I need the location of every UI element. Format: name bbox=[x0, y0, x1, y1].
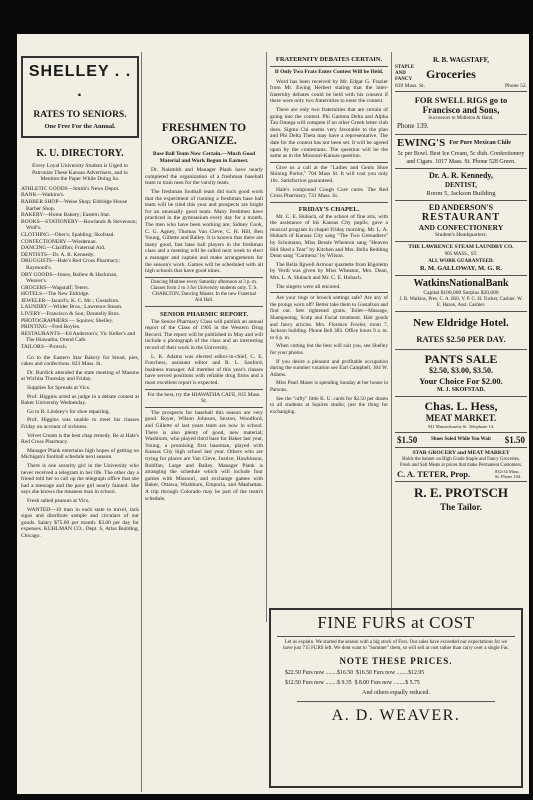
directory-entry: DRUGGISTS—Hale's Red Cross Pharmacy; Raymond's. bbox=[21, 258, 120, 271]
article-paragraph: Mr. C. E. Hubach, of the school of fine arts, with the assistance of his Kansas City pupils, gave a musical program in chapel Friday morning. Mr. L. A. Hubach of Kansas City sang "The Two Grenadiers" by Schumann, Miss Bessie Whenton sang "Heaven Hid Shed a Tear" by Kitchen and Mrs. Bella Redding Dean sang "Carmena" by Wilson. bbox=[270, 213, 388, 260]
article-paragraph: The freshman football team did such good work that the experiment of running a freshman base ball team will be tried this year and prospects are bright for an unusually good team. Many freshmen have practiced in the gymnasium every day for a month. The men who have been working are; Sidney Cook, C. G. Agney, Thomas Van Cleve, C. H. Hill, Ben Young, Gillette and Bailey. It is known that there are many good, fast base ball players in the freshman class and a meeting will be called next week to elect a manager and captain and make arrangements for the season's work. Games will be scheduled with all high schools that have good nines. bbox=[145, 188, 263, 275]
anderson-sub: Student's Headquarters. bbox=[434, 232, 487, 238]
furs-title: FINE FURS at COST bbox=[317, 613, 475, 632]
hotel-rates: RATES $2.50 PER DAY. bbox=[416, 334, 506, 344]
directory-entry: HOTELS—The New Eldridge. bbox=[21, 291, 90, 298]
newspaper-page bbox=[17, 34, 529, 794]
bank-capital: Capital $100,000 Surplus $20,000 bbox=[423, 290, 499, 296]
laundry-addr: 905 MASS., ST. bbox=[444, 252, 478, 257]
shelley-title: SHELLEY . . . bbox=[28, 63, 132, 100]
chapel-article bbox=[270, 214, 388, 291]
column-3 bbox=[270, 34, 388, 604]
local-note: When cutting but the best will suit you, see Shelley for your photos. bbox=[270, 343, 388, 356]
article-paragraph: The Bella Ilgwell Armour quartette from Rigoletto by Verdi was given by Miss Wheaton, Mrs. Dean, Mrs. L. A. Hubach and Mr. C. E. Hubach. bbox=[270, 261, 388, 282]
col3-ads bbox=[270, 165, 388, 200]
article-paragraph: There are only two fraternities that are certain of going into the contest. Phi Gamma Delta and Alpha Tau Omega will compete if no other Greek letter club does. Sigma Chi seems very favorable to the plan and Phi Delta Theta may have a representative. The date for the contest has not been set. It will be agreed upon by the contestants. The question will be the same as in the Missouri-Kansas question. bbox=[270, 106, 388, 160]
col3-notices bbox=[270, 295, 388, 415]
local-note: Velvet Cream is the best chap remedy. Be at Hale's Red Cross Pharmacy. bbox=[21, 432, 139, 446]
hess-name: Chas. L. Hess, bbox=[424, 399, 498, 413]
anderson-conf: AND CONFECTIONERY bbox=[418, 223, 504, 232]
francisco-line1: FOR SWELL RIGS go to bbox=[414, 95, 508, 105]
star-owner: C. A. TETER, Prop. bbox=[397, 468, 471, 479]
fraternity-article bbox=[270, 79, 388, 160]
column-1 bbox=[21, 34, 139, 794]
pants-choice: Your Choice For $2.00. bbox=[419, 376, 503, 386]
local-note: Fresh salted peanuts at Vics. bbox=[27, 497, 90, 504]
column-rule bbox=[266, 52, 267, 622]
francisco-ad bbox=[395, 92, 527, 135]
francisco-line2: Francisco and Sons, bbox=[422, 105, 500, 115]
bank-name: WatkinsNationalBank bbox=[413, 278, 509, 289]
article-paragraph: Word has been received by Mr. Edgar G. Frazier from Mr. Ewing Herbert stating that the inter-fraternity debates could be held with his consent if there were only two fraternities to enter the contest. bbox=[270, 78, 388, 105]
local-note: See the "nifty" little K. U. cards for $2.50 per dozen to all students at Squires studio; just the thing for exchanging. bbox=[270, 395, 388, 415]
anderson-rest: RESTAURANT bbox=[421, 212, 501, 223]
senior-title: SENIOR PHARMIC REPORT. bbox=[160, 310, 248, 318]
headline-freshmen: FRESHMEN TO ORGANIZE. bbox=[161, 122, 247, 147]
star-title: STAR GROCERY and MEAT MARKET bbox=[412, 450, 510, 456]
furs-prices bbox=[285, 669, 507, 687]
anderson-ad bbox=[395, 201, 527, 242]
local-note: WANTED—10 men in each state to travel, tack signs and distribute sample and circulars of our goods. Salary $75.00 per month. $3.00 per day for expenses. KUHLMAN CO., Dept. S, Atlas Building, Chicago. bbox=[21, 506, 139, 539]
bank-officers: J. B. Watkins, Pres. C. A. Hill, V. P. C. H. Tucker, Cashier. W. E. Hazen, Asst. Cashier. bbox=[399, 297, 523, 308]
directory-entry: GROCERS—Wagstaff; Teters. bbox=[21, 284, 90, 291]
furs-merchant: A. D. WEAVER. bbox=[331, 706, 461, 724]
baseball-article bbox=[145, 410, 263, 502]
article-paragraph: The Senior Pharmacy Class will publish an annual report of the Class of 1905 in the Western Drug Record. The report will be published in May and will include a photograph of the class and an interesting record of their work in the University. bbox=[145, 318, 263, 352]
local-note: Go to R. Lindsey's for shoe repairing. bbox=[27, 408, 110, 415]
wagstaff-staple: STAPLE AND FANCY bbox=[395, 65, 415, 82]
shelley-rates: RATES TO SENIORS. bbox=[33, 110, 127, 120]
directory-entry: LIVERY—Francisco & Son; Donnelly Bros. bbox=[21, 311, 120, 318]
laundry-guarantee: ALL WORK GUARANTEED. bbox=[428, 259, 494, 264]
directory-entry: LAUNDRY—Wilder Bros.; Lawrence Steam. bbox=[21, 304, 123, 311]
kennedy-name: Dr. A. R. Kennedy, bbox=[429, 171, 493, 180]
pants-owner: M. J. SKOFSTAD. bbox=[436, 387, 486, 393]
local-note: Go to the Eastern Star Bakery for bread, pies, cakes and confections. 823 Mass. St. bbox=[21, 354, 139, 368]
directory-title: K. U. DIRECTORY. bbox=[36, 148, 124, 159]
local-ad: Give us a call at the "Ladies and Gents Shoe Shining Parlor," 704 Mass St. It will cost you only 10c. Satisfaction guaranteed. bbox=[270, 164, 388, 184]
local-note: Dr. Burdick attended the state meeting of Masons at Wichita Thursday and Friday. bbox=[21, 369, 139, 383]
shoes-price-2: $1.50 bbox=[504, 435, 525, 445]
anderson-name: ED ANDERSON'S bbox=[428, 203, 494, 212]
shelley-ad bbox=[21, 56, 139, 138]
directory-entry: JEWELER—Jacard's; K. C. Mc.; Gustafson. bbox=[21, 297, 120, 304]
local-note: Manager Plank entertains high hopes of getting on Michigan's football schedule next season. bbox=[21, 447, 139, 461]
local-note: Supplies for Spreads at Vics. bbox=[27, 385, 91, 391]
francisco-line3: Successors to Midleton & Hand. bbox=[428, 116, 494, 121]
star-grocery-ad bbox=[395, 448, 527, 482]
article-paragraph: L. K. Adams was elected editor-in-chief, C. E. Funchess, assistant editor and R. L. Sanford, business manager. All member of this year's classes have served positions with reliable drug firms and a most excellent report is expected. bbox=[145, 353, 263, 387]
directory-entry: CLOTHING—Ober's; Spalding; Skofstad. bbox=[21, 231, 115, 238]
directory-entry: DENTISTS—Dr. A. R. Kennedy. bbox=[21, 251, 95, 258]
protsch-ad bbox=[395, 482, 527, 516]
hess-ad bbox=[395, 397, 527, 433]
shoes-price-1: $1.50 bbox=[397, 435, 418, 445]
furs-note: NOTE THESE PRICES. bbox=[339, 655, 453, 666]
ewing-sub: For Pure Mexican Chile bbox=[449, 140, 511, 146]
laundry-title: THE LAWRENCE STEAM LAUNDRY CO. bbox=[408, 244, 514, 250]
protsch-name: R. E. PROTSCH bbox=[414, 484, 508, 500]
ewing-ad bbox=[395, 135, 527, 169]
senior-article bbox=[145, 319, 263, 387]
column-4 bbox=[395, 34, 527, 604]
directory-entry: RESTAURANTS—Ed Anderson's; Vic Keller's and The Hiawatha; Orend Cafe. bbox=[21, 330, 136, 344]
column-2 bbox=[145, 34, 263, 794]
shoes-ad bbox=[395, 433, 527, 448]
kennedy-room: Room 5, Jackson Building bbox=[426, 190, 496, 197]
directory-entry: BARBER SHOP—Weise Shop; Eldridge House Barber Shop. bbox=[21, 198, 128, 212]
star-text: Holds the banner on High Grade Staple and Fancy Groceries. Fresh and Salt Meats at prices that make Permanent Customers. bbox=[399, 457, 523, 468]
protsch-title: The Tailor. bbox=[440, 501, 482, 512]
column-rule bbox=[391, 52, 392, 622]
fraternity-deck: If Only Two Frats Enter Contest Will be Held. bbox=[274, 69, 384, 75]
dancing-notice: Dancing Matinee every Saturday afternoon at 3 p. m. Classes from 2 to 3 for University students only. T. S. CHARLTON, Dancing Master. In the new Fraternal Aid Hall. bbox=[150, 279, 258, 303]
directory-entry: ATHLETIC GOODS—Smith's News Depot. bbox=[21, 185, 120, 192]
price-line: $12.50 Furs now ........$ 9.35 $ 8.00 Furs now ........$ 5.75 bbox=[285, 679, 420, 686]
column-rule bbox=[141, 52, 142, 792]
shoes-title: Shoes Soled While You Wait bbox=[431, 437, 491, 442]
wagstaff-name: R. B. WAGSTAFF, bbox=[432, 56, 490, 64]
directory-list bbox=[21, 186, 139, 351]
directory-entry: BOOKS—STATIONERY—Rowlands & Stevenson; Wolf's. bbox=[21, 218, 137, 232]
hotel-ad bbox=[395, 312, 527, 350]
article-paragraph: The prospects for baseball this season are very good. Royer, Wilson Johnson, Sexton, Woodford, and Gillette of last years team are now in school. There is also plenty of good, new material; Washburn, who played third base for Baker last year, Young, a promising first baseman, played with Kansas City high school last year. Others who are trying for places are Van Cleve, Justice, Hawkinson, Rohlfan, Large and Bailey. Manager Plank is arranging the schedule which will include four games with Missouri, and exchange games with Baker, Ottawa, Washburn, Emporia, and Manhattan. A trip through Colorado may be part of the team's schedule. bbox=[145, 409, 263, 502]
furs-others: And others equally reduced. bbox=[362, 689, 430, 696]
wagstaff-phone: Phone 52. bbox=[505, 83, 527, 89]
star-addr: 832-34 Mass. St. Phone 104. bbox=[495, 468, 522, 479]
directory-entry: DRY GOODS—Innes, Ballew & Hackman, Weaver's. bbox=[21, 271, 118, 285]
article-paragraph: Dr. Naismith and Manager Plank have nearly completed the organization of a freshman baseball team to train men for the varsity team. bbox=[145, 167, 263, 187]
directory-entry: PHOTOGRAPHERS — Squires; Shelley. bbox=[21, 317, 114, 324]
local-note: Prof. Higgins was unable to meet his classes Friday on account of sickness. bbox=[21, 417, 139, 430]
deck-freshmen: Base Ball Team Now Certain.—Much Good Material and Work Begun in Earnest. bbox=[152, 151, 256, 164]
laundry-manager: R. M. GALLOWAY, M. G. R. bbox=[419, 265, 503, 272]
local-note: Are your rings or brooch settings safe? Are any of the prongs worn off? Better take them to Gustafson and find out. Sets tightened gratis. Toilet—Massage, Shampooing, Scalp and Facial treatment. Hair goods and fancy articles. Mrs. Florence Fowler, room 7, Jackson building. Phone Bell 383. Office hours 9 a. m. to 6 p. m. bbox=[270, 295, 388, 341]
hess-addr: 941 Massachusetts St. Telephone 14. bbox=[427, 424, 495, 429]
directory-entry: TAILORS—Protsch. bbox=[21, 344, 68, 351]
hess-market: MEAT MARKET. bbox=[425, 413, 497, 423]
laundry-ad bbox=[395, 242, 527, 276]
pants-ad bbox=[395, 350, 527, 397]
furs-intro: Let us explain. We started the season with a big stock of Furs. Our sales have exceeded our expectations for we have just 715 FURS left. We dont want to "Summer" them, so will sell at cost rather than carry over a single Fur. bbox=[283, 640, 509, 652]
furs-ad bbox=[269, 608, 523, 788]
pants-prices: $2.50, $3.00, $3.50. bbox=[429, 366, 493, 375]
local-note: Miss Pearl Maser is spending Sunday at her house in Parsons. bbox=[270, 380, 388, 393]
chapel-title: FRIDAY'S CHAPEL. bbox=[298, 205, 360, 213]
price-line: $22.50 Furs now ........$16.50 $16.50 Furs now ........$12.95 bbox=[285, 669, 425, 676]
wagstaff-groceries: Groceries bbox=[426, 66, 476, 81]
freshmen-article bbox=[145, 167, 263, 275]
article-paragraph: The singers were all encored. bbox=[276, 283, 341, 290]
directory-entry: DANCING—Clariffon; Fraternal Aid. bbox=[21, 245, 106, 252]
francisco-phone: Phone 139. bbox=[397, 122, 429, 130]
wagstaff-addr: 839 Mass. St. bbox=[395, 83, 425, 89]
hiawatha-notice: For the best, try the HIAWATHA CAFE, 835 Mass. St. bbox=[147, 391, 261, 405]
local-note: Prof. Higgins acted as judge in a debate contest at Baker University Wednesday. bbox=[21, 393, 139, 407]
ewing-lines: 5c per Bowl. Best Ice Cream, 5c dish. Confectionery and Cigars. 1017 Mass. St. Phone 528 Green. bbox=[397, 151, 525, 165]
wagstaff-ad bbox=[395, 56, 527, 92]
directory-entry: PRINTING—Fred Boyles. bbox=[21, 324, 81, 331]
local-note: There is one sorority girl in the University who never received a telegram in her life. The other day a friend told her to call up the telegraph office that she had a message and the poor girl nearly fainted. She says she knows the meanest man in school. bbox=[21, 462, 139, 496]
shelley-subtitle: One Free For the Annual. bbox=[44, 123, 116, 130]
directory-entry: BANK—Watkins's. bbox=[21, 192, 65, 199]
directory-entry: BAKERY—Home Bakery; Eastern Star. bbox=[21, 212, 111, 219]
kennedy-ad bbox=[395, 169, 527, 201]
kennedy-title: DENTIST, bbox=[445, 181, 477, 189]
ewing-name: EWING'S bbox=[397, 137, 446, 149]
col1-notes bbox=[21, 355, 139, 540]
fraternity-title: FRATERNITY DEBATES CERTAIN. bbox=[275, 56, 383, 63]
directory-intro: Every Loyal University Student is Urged to Patronize These Kansan Advertisers, and to Mention the Paper While Doing So. bbox=[32, 163, 128, 183]
bank-ad bbox=[395, 276, 527, 312]
pants-title: PANTS SALE bbox=[424, 352, 498, 366]
local-ad: Hale's compound Cough Cure cures. The Red Cross Pharmacy, 731 Mass. St. bbox=[270, 186, 388, 200]
hotel-name: New Eldridge Hotel. bbox=[413, 317, 509, 329]
directory-entry: CONFECTIONERY—Wiedeman. bbox=[21, 238, 98, 245]
local-note: If you desire a pleasant and profitable occupation during the summer vacation see Earl Campbell, 304 W. Adams. bbox=[270, 358, 388, 378]
